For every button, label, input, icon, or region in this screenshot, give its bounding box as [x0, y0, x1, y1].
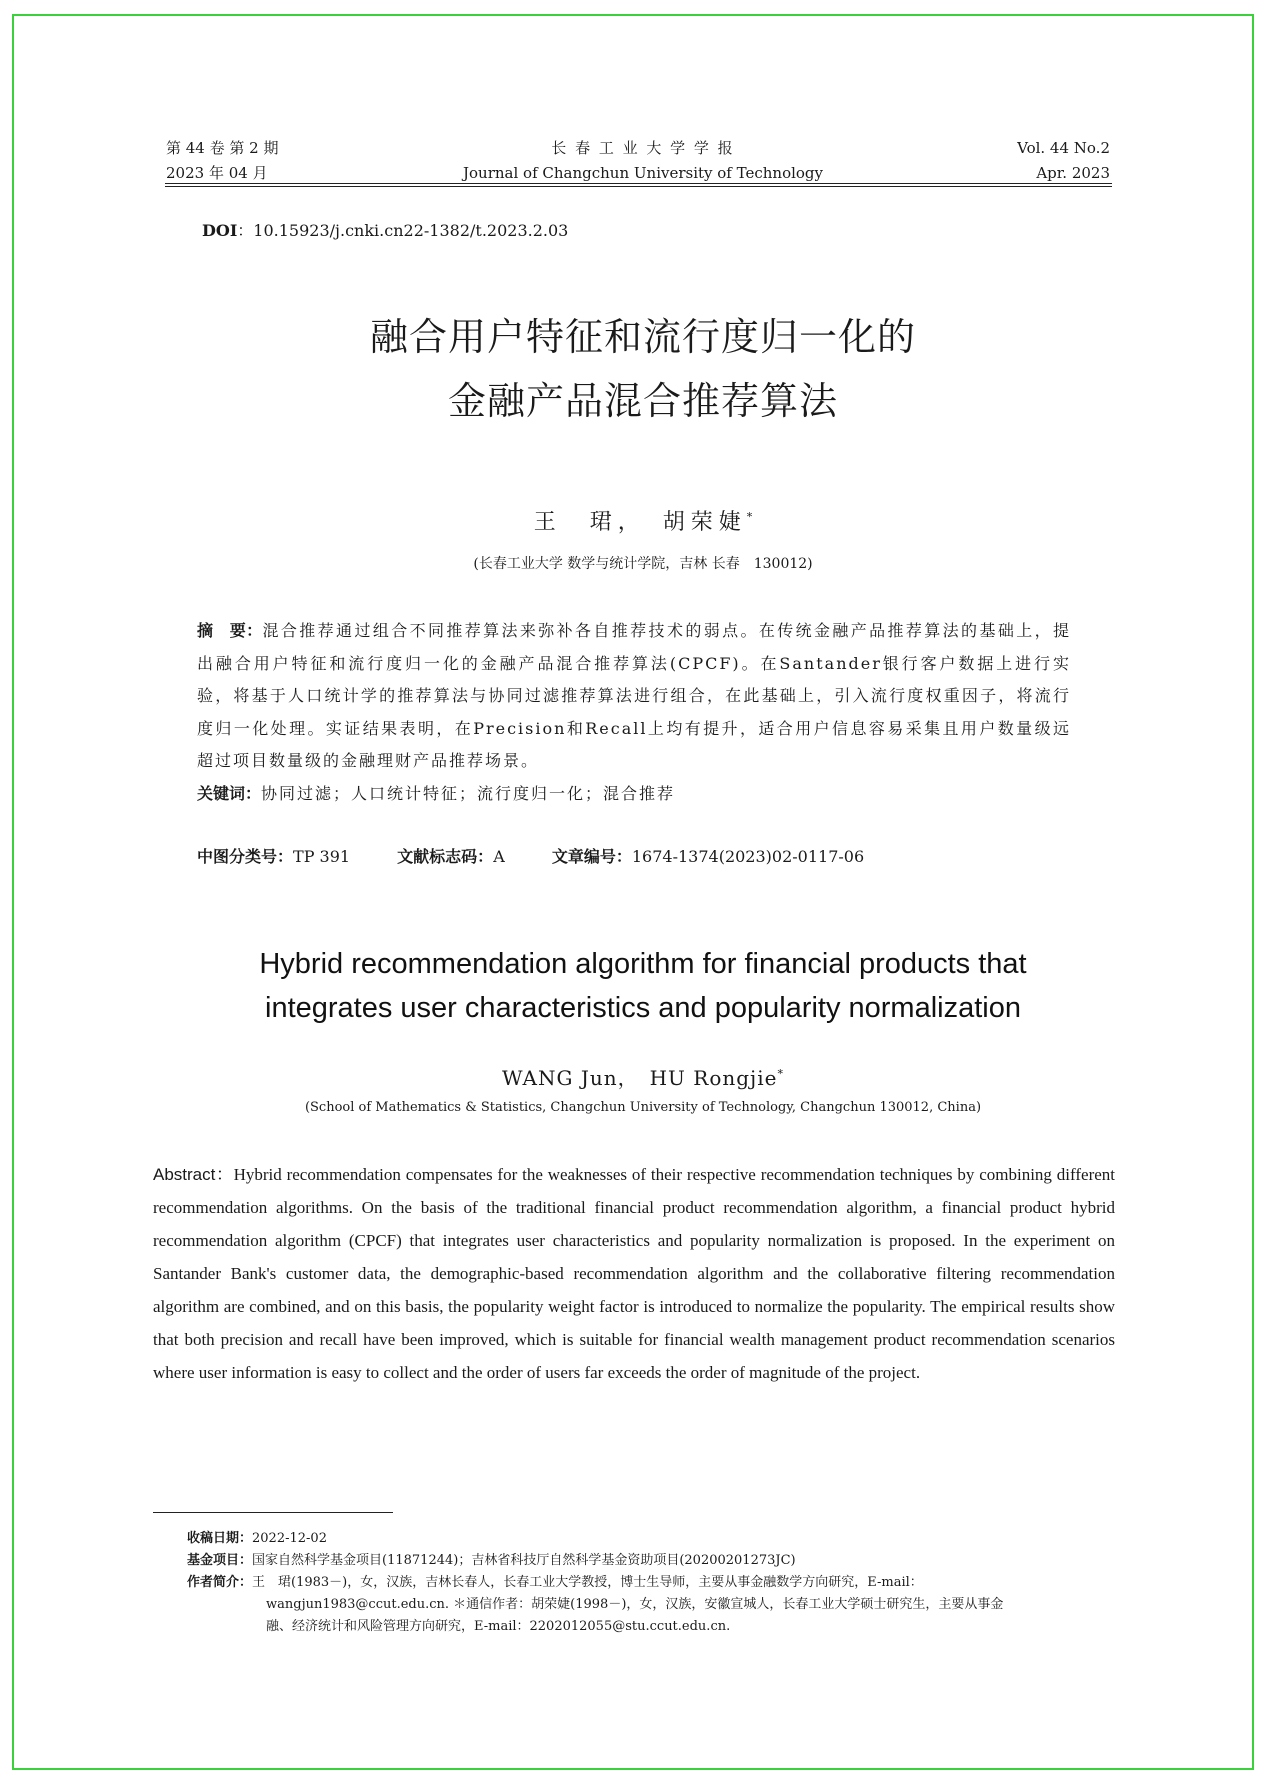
title-en-line2: integrates user characteristics and popularity normalization	[265, 992, 1021, 1024]
header-rule-double	[165, 186, 1112, 187]
bio-label: 作者简介：	[187, 1575, 253, 1590]
bio-line2: wangjun1983@ccut.edu.cn. ＊通信作者：胡荣婕(1998－)，女，汉族，安徽宣城人，长春工业大学硕士研究生，主要从事金	[266, 1597, 1004, 1612]
affiliation-zh: (长春工业大学 数学与统计学院，吉林 长春 130012)	[473, 556, 813, 572]
abstract-en-label: Abstract	[153, 1165, 216, 1184]
corresponding-mark-en: *	[777, 1067, 784, 1081]
footnote-rule	[153, 1512, 393, 1513]
abstract-zh	[197, 615, 1071, 810]
keywords-zh-label: 关键词：	[197, 783, 262, 803]
article-id-label: 文章编号：	[551, 847, 632, 866]
doi-label: DOI	[202, 221, 238, 240]
page-border	[12, 14, 1254, 1770]
abstract-en-text: ：Hybrid recommendation compensates for the weaknesses of their respective recommendation techniques by combining different recommendation algorithms. On the basis of the traditional financial product recommendation algorithm, a financial product hybrid recommendation algorithm (CPCF) that integrates user characteristics and popularity normalization is proposed. In the experiment on Santander Bank's customer data, the demographic-based recommendation algorithm and the collaborative filtering recommendation algorithm are combined, and on this basis, the popularity weight factor is introduced to normalize the popularity. The empirical results show that both precision and recall have been improved, which is suitable for financial wealth management product recommendation scenarios where user information is easy to collect and the order of users far exceeds the order of magnitude of the project.	[153, 1165, 1115, 1382]
title-en-line1: Hybrid recommendation algorithm for financial products that	[259, 948, 1027, 980]
header-volume-issue: 第 44 卷 第 2 期	[166, 139, 279, 157]
header-rule	[165, 183, 1112, 184]
header-volume-en	[1017, 136, 1110, 186]
doi-line	[202, 218, 568, 241]
header-date-zh: 2023 年 04 月	[166, 164, 268, 182]
clc-value: TP 391	[293, 847, 351, 866]
article-id-item	[552, 841, 864, 873]
doc-code-item	[397, 841, 505, 873]
authors-zh	[0, 505, 1286, 536]
doc-code-label: 文献标志码：	[397, 847, 494, 866]
keywords-zh	[197, 778, 1071, 810]
keywords-zh-text: 协同过滤；人口统计特征；流行度归一化；混合推荐	[261, 783, 676, 803]
authors-zh-names: 王 珺， 胡荣婕	[533, 510, 747, 535]
received-label: 收稿日期：	[187, 1531, 253, 1546]
title-zh	[0, 305, 1286, 433]
fund-value: 国家自然科学基金项目(11871244)；吉林省科技厅自然科学基金资助项目(20200201273JC)	[252, 1553, 796, 1568]
abstract-zh-text: 混合推荐通过组合不同推荐算法来弥补各自推荐技术的弱点。在传统金融产品推荐算法的基础上，提出融合用户特征和流行度归一化的金融产品混合推荐算法(CPCF)。在Santander银行客户数据上进行实验，将基于人口统计学的推荐算法与协同过滤推荐算法进行组合，在此基础上，引入流行度权重因子，将流行度归一化处理。实证结果表明，在Precision和Recall上均有提升，适合用户信息容易采集且用户数量级远超过项目数量级的金融理财产品推荐场景。	[197, 621, 1071, 770]
received-value: 2022-12-02	[252, 1531, 327, 1546]
bio-line1: 王 珺(1983－)，女，汉族，吉林长春人，长春工业大学教授，博士生导师，主要从事金融数学方向研究，E-mail：	[252, 1575, 923, 1590]
authors-en	[0, 1062, 1286, 1091]
fund-label: 基金项目：	[187, 1553, 253, 1568]
fund-info	[187, 1550, 1117, 1572]
doc-code-value: A	[493, 847, 505, 866]
authors-en-names: WANG Jun， HU Rongjie	[502, 1066, 778, 1090]
classification-row	[197, 841, 906, 873]
doi-value[interactable]: ：10.15923/j.cnki.cn22-1382/t.2023.2.03	[237, 221, 569, 240]
author-bio	[187, 1572, 1117, 1638]
title-zh-line1: 融合用户特征和流行度归一化的	[369, 315, 916, 359]
header-journal-en: Journal of Changchun University of Technology	[463, 164, 823, 182]
article-id-value: 1674-1374(2023)02-0117-06	[631, 847, 865, 866]
abstract-zh-label: 摘 要：	[197, 621, 263, 640]
bio-line3: 融、经济统计和风险管理方向研究，E-mail：2202012055@stu.ccut.edu.cn.	[266, 1619, 731, 1634]
clc-label: 中图分类号：	[197, 847, 294, 866]
title-en	[0, 942, 1286, 1030]
received-date	[187, 1528, 1117, 1550]
header-journal-zh: 长 春 工 业 大 学 学 报	[551, 139, 735, 157]
header-date-en: Apr. 2023	[1036, 164, 1110, 182]
footnotes	[187, 1528, 1117, 1638]
affiliation-en: (School of Mathematics & Statistics, Changchun University of Technology, Changchun 130012, China)	[304, 1100, 982, 1115]
title-zh-line2: 金融产品混合推荐算法	[447, 379, 838, 423]
abstract-en	[153, 1158, 1115, 1389]
header-vol-no: Vol. 44 No.2	[1017, 139, 1110, 157]
clc-item	[197, 841, 350, 873]
corresponding-mark: *	[746, 510, 753, 524]
